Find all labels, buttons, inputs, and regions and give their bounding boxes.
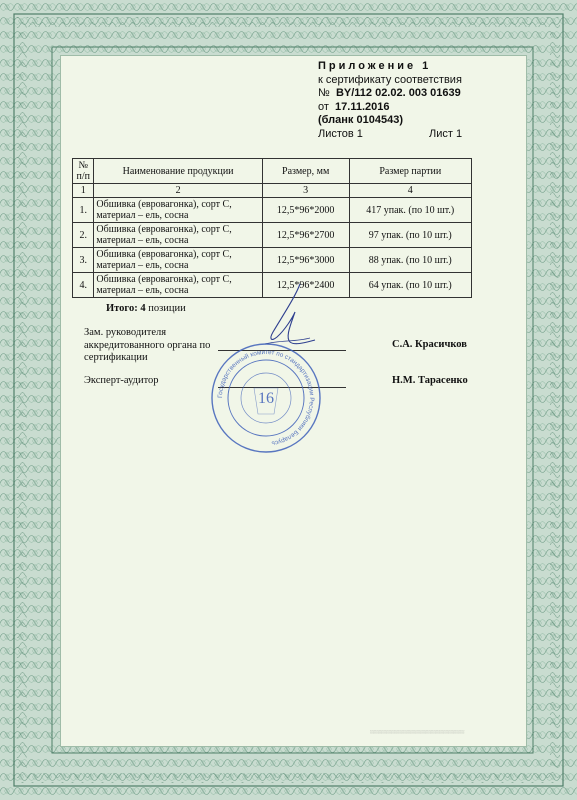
seal-ring-text: Государственный комитет по стандартизации Республики Беларусь: [216, 348, 316, 447]
row-size: 12,5*96*2000: [262, 198, 349, 223]
deputy-title: Зам. руководителя аккредитованного органа по сертификации: [84, 327, 211, 363]
appendix-title: Приложение 1: [318, 60, 432, 72]
row-product: Обшивка (евровагонка), сорт С, материал – ель, сосна: [94, 273, 262, 298]
appendix-to-certificate: к сертификату соответствия: [318, 73, 462, 86]
total-count: 4: [140, 303, 146, 314]
seal-number: 16: [258, 390, 274, 407]
official-seal: [210, 342, 322, 454]
table-row: [73, 248, 472, 273]
table-row: [73, 198, 472, 223]
cert-date: 17.11.2016: [335, 100, 390, 113]
column-number: 4: [349, 184, 471, 198]
sheet-number: Лист 1: [429, 127, 463, 140]
total-unit: позиции: [148, 303, 186, 314]
expert-title: Эксперт-аудитор: [84, 375, 159, 386]
column-number-row: [73, 184, 472, 198]
product-table: [72, 158, 472, 298]
total-label: Итого:: [106, 303, 138, 314]
printer-imprint: ░░░░░░░░░░░░░░░░░░░░░░░░░░░░░░░░░░░░░░: [370, 730, 465, 734]
column-number: 1: [73, 184, 94, 198]
header-batch: Размер партии: [349, 159, 471, 184]
row-batch: 88 упак. (по 10 шт.): [349, 248, 471, 273]
date-prefix: от: [318, 100, 329, 113]
header-size: Размер, мм: [262, 159, 349, 184]
row-product: Обшивка (евровагонка), сорт С, материал – ель, сосна: [94, 223, 262, 248]
row-size: 12,5*96*2400: [262, 273, 349, 298]
header-product: Наименование продукции: [94, 159, 262, 184]
row-size: 12,5*96*3000: [262, 248, 349, 273]
row-number: 3.: [73, 248, 94, 273]
appendix-header: [318, 60, 468, 142]
cert-number-prefix: №: [318, 87, 330, 100]
row-size: 12,5*96*2700: [262, 223, 349, 248]
row-batch: 97 упак. (по 10 шт.): [349, 223, 471, 248]
table-header-row: [73, 159, 472, 184]
column-number: 2: [94, 184, 262, 198]
row-product: Обшивка (евровагонка), сорт С, материал – ель, сосна: [94, 198, 262, 223]
row-number: 2.: [73, 223, 94, 248]
row-number: 1.: [73, 198, 94, 223]
expert-name: Н.М. Тарасенко: [392, 375, 468, 386]
column-number: 3: [262, 184, 349, 198]
row-number: 4.: [73, 273, 94, 298]
row-product: Обшивка (евровагонка), сорт С, материал – ель, сосна: [94, 248, 262, 273]
blank-number: (бланк 0104543): [318, 114, 403, 127]
deputy-name: С.А. Красичков: [392, 339, 467, 350]
sheets-count: Листов 1: [318, 127, 363, 140]
row-batch: 417 упак. (по 10 шт.): [349, 198, 471, 223]
header-number: № п/п: [73, 159, 94, 184]
cert-number: BY/112 02.02. 003 01639: [335, 87, 461, 100]
row-batch: 64 упак. (по 10 шт.): [349, 273, 471, 298]
table-row: [73, 223, 472, 248]
total-line: [106, 303, 186, 314]
